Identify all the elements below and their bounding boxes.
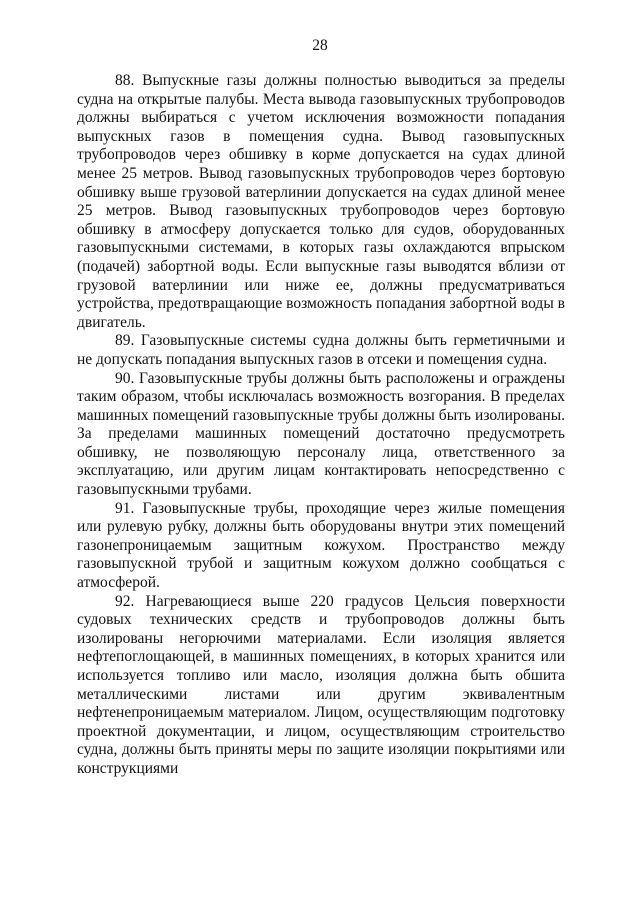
paragraph-88: 88. Выпускные газы должны полностью выводиться за пределы судна на открытые палубы. Места вывода газовыпускных трубопроводов должны выбираться с учетом исключения возможности попадания выпускных газов в помещения судна. Вывод газовыпускных трубопроводов через обшивку в корме допускается на судах длиной менее 25 метров. Вывод газовыпускных трубопроводов через бортовую обшивку выше грузовой ватерлинии допускается на судах длиной менее 25 метров. Вывод газовыпускных трубопроводов через бортовую обшивку в атмосферу допускается только для судов, оборудованных газовыпускными системами, в которых газы охлаждаются впрыском (подачей) забортной воды. Если выпускные газы выводятся вблизи от грузовой ватерлинии или ниже ее, должны предусматриваться устройства, предотвращающие возможность попадания забортной воды в двигатель. xyxy=(77,72,565,331)
paragraph-89: 89. Газовыпускные системы судна должны быть герметичными и не допускать попадания выпускных газов в отсеки и помещения судна. xyxy=(77,332,565,368)
page-number: 28 xyxy=(312,37,328,54)
paragraph-91: 91. Газовыпускные трубы, проходящие через жилые помещения или рулевую рубку, должны быть оборудованы внутри этих помещений газонепроницаемым защитным кожухом. Пространство между газовыпускной трубой и защитным кожухом должно сообщаться с атмосферой. xyxy=(77,499,565,592)
document-body xyxy=(77,72,565,779)
paragraph-92: 92. Нагревающиеся выше 220 градусов Цельсия поверхности судовых технических средств и трубопроводов должны быть изолированы негорючими материалами. Если изоляция является нефтепоглощающей, в машинных помещениях, в которых хранится или используется топливо или масло, изоляция должна быть обшита металлическими листами или другим эквивалентным нефтенепроницаемым материалом. Лицом, осуществляющим подготовку проектной документации, и лицом, осуществляющим строительство судна, должны быть приняты меры по защите изоляции покрытиями или конструкциями xyxy=(77,592,565,777)
paragraph-90: 90. Газовыпускные трубы должны быть расположены и ограждены таким образом, чтобы исключалась возможность возгорания. В пределах машинных помещений газовыпускные трубы должны быть изолированы. За пределами машинных помещений достаточно предусмотреть обшивку, не позволяющую персоналу лица, ответственного за эксплуатацию, или другим лицам контактировать непосредственно с газовыпускными трубами. xyxy=(77,369,565,499)
